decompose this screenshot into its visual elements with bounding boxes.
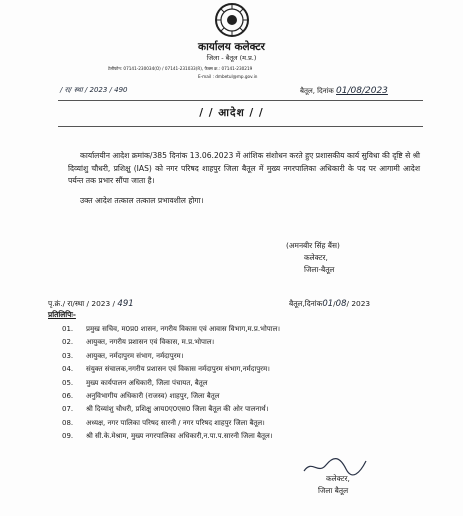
- list-item: 05. मुख्य कार्यपालन अधिकारी, जिला पंचायत, बैतूल: [62, 378, 208, 387]
- list-item: 09. श्री सी.के.मेश्राम, मुख्य नगरपालिका अधिकारी,न.पा.प.सारनी जिला बैतूल।: [62, 432, 273, 441]
- collector-name: (अमनबीर सिंह बैंस): [286, 241, 340, 250]
- endorsement-signatory-title: कलेक्टर,: [326, 474, 350, 483]
- endorsement-number: [48, 299, 134, 309]
- endorsement-date-prefix: बैतूल,दिनांक: [289, 299, 323, 308]
- endorsement-date-suffix: / 2023: [346, 299, 371, 308]
- order-date-value: 01/08/2023: [336, 86, 388, 96]
- endorsement-date: [289, 299, 370, 309]
- endorsement-date-day: 01: [322, 299, 334, 309]
- collector-signature-block: [286, 240, 340, 276]
- endorsement-signature-block: [318, 473, 350, 497]
- collector-title: कलेक्टर,: [304, 253, 328, 262]
- list-item: 03. आयुक्त, नर्मदापुरम संभाग, नर्मदापुरम।: [62, 351, 184, 360]
- header-divider: [58, 100, 423, 101]
- order-heading: / / आदेश / /: [199, 107, 264, 119]
- endorsement-date-month: 08: [335, 299, 347, 309]
- heading-divider: [58, 126, 423, 127]
- copy-to-label: प्रतिलिपिः-: [48, 310, 76, 319]
- endorsement-date-separator: /: [333, 299, 336, 308]
- endorsement-signatory-district: जिला बैतूल: [318, 486, 349, 495]
- state-emblem-icon: [209, 2, 255, 38]
- office-title: कार्यालय कलेक्टर: [198, 41, 265, 53]
- office-district: जिला - बैतूल (म.प्र.): [206, 54, 257, 62]
- list-item: 07. श्री दिव्यांशु चौधरी, प्रशिक्षु आय0ए0एस0 जिला बैतूल की ओर पालनार्थ।: [62, 405, 269, 414]
- order-effect-line: उक्त आदेश तत्काल तत्काल प्रभावशील होगा।: [80, 196, 204, 205]
- order-paragraph: कार्यालयीन आदेश क्रमांक/385 दिनांक 13.06.2023 में आंशिक संशोधन करते हुए प्रशासकीय कार्य सुविधा की दृष्टि से श्री दिव्यांशु चौधरी, प्रशिक्षु (IAS) को नगर परिषद शाहपुर जिला बैतूल में मुख्य नगरपालिका अधिकारी के पद पर आगामी आदेश पर्यन्त तक प्रभार सौंपा जाता है।: [68, 151, 420, 185]
- order-date: [300, 86, 388, 96]
- list-item: 04. संयुक्त संचालक,नगरीय प्रशासन एवं विकास नर्मदापुरम संभाग,नर्मदापुरम।: [62, 365, 270, 374]
- collector-district: जिला-बैतूल: [304, 265, 335, 274]
- endorsement-number-value: 491: [117, 299, 134, 309]
- contact-phone-line: टेलीफोन: 07141-230034(O) / 07141-231033(R), फैक्स क्र.: 07141-230219: [108, 66, 253, 71]
- list-item: 02. आयुक्त, नगरीय प्रशासन एवं विकास, म.प्र.भोपाल।: [62, 338, 215, 347]
- endorsement-prefix: पृ.क्रं./ रा/स्था / 2023 /: [48, 299, 116, 308]
- reference-number: / रा/ स्था / 2023 / 490: [60, 86, 128, 94]
- order-date-label: बैतूल, दिनांक: [300, 87, 334, 95]
- list-item: 06. अनुविभागीय अधिकारी (राजस्व) शाहपुर, जिला बैतूल: [62, 391, 220, 400]
- contact-email-line: E-mail : dmbetul@mp.gov.in: [198, 74, 258, 79]
- list-item: 08. अध्यक्ष, नगर पालिका परिषद सारनी / नगर परिषद शाहपुर जिला बैतूल।: [62, 418, 265, 427]
- list-item: 01. प्रमुख सचिव, म0प्र0 शासन, नगरीय विकास एवं आवास विभाग,म.प्र.भोपाल।: [62, 325, 280, 333]
- copy-to-list: [62, 323, 280, 444]
